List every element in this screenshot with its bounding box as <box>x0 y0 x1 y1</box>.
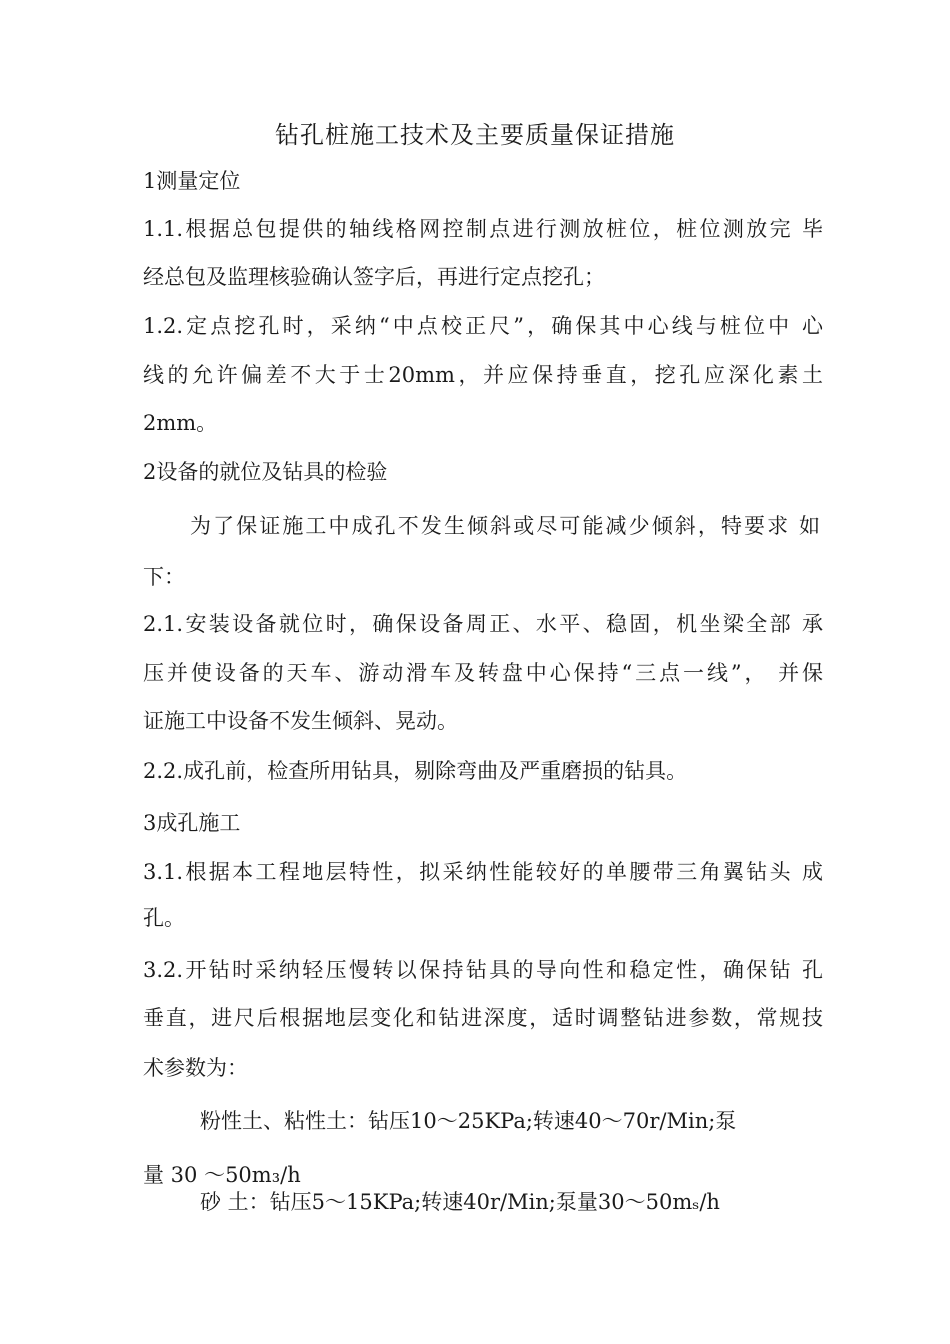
parameter-line-sand: 砂 土：钻压5〜15KPa;转速40r/Min;泵量30〜50mₛ/h <box>200 1190 720 1214</box>
paragraph-line: 3.1.根据本工程地层特性，拟采纳性能较好的单腰带三角翼钻头 成 <box>143 860 823 884</box>
paragraph-line: 证施工中设备不发生倾斜、晃动。 <box>143 709 458 733</box>
paragraph-line: 线的允许偏差不大于士20mm，并应保持垂直，挖孔应深化素土 <box>143 363 823 387</box>
paragraph-line: 垂直，进尺后根据地层变化和钻进深度，适时调整钻进参数，常规技 <box>143 1006 823 1030</box>
paragraph-line: 经总包及监理核验确认签字后，再进行定点挖孔； <box>143 265 605 289</box>
document-title: 钻孔桩施工技术及主要质量保证措施 <box>275 121 675 149</box>
parameter-line-continuation: 量 30 〜50m₃/h <box>143 1163 301 1187</box>
section-heading-1: 1测量定位 <box>143 169 241 193</box>
paragraph-line: 术参数为： <box>143 1056 248 1080</box>
paragraph-line: 为了保证施工中成孔不发生倾斜或尽可能减少倾斜，特要求 如 <box>190 514 820 538</box>
paragraph-line: 2.1.安装设备就位时，确保设备周正、水平、稳固，机坐梁全部 承 <box>143 612 823 636</box>
paragraph-line: 2mm。 <box>143 411 218 435</box>
paragraph-line: 孔。 <box>143 906 185 930</box>
section-heading-3: 3成孔施工 <box>143 811 241 835</box>
paragraph-line: 1.1.根据总包提供的轴线格网控制点进行测放桩位，桩位测放完 毕 <box>143 217 823 241</box>
section-heading-2: 2设备的就位及钻具的检验 <box>143 460 388 484</box>
paragraph-line: 2.2.成孔前，检查所用钻具，剔除弯曲及严重磨损的钻具。 <box>143 759 688 783</box>
paragraph-line: 下： <box>143 565 185 589</box>
paragraph-line: 压并使设备的天车、游动滑车及转盘中心保持“三点一线”， 并保 <box>143 661 823 685</box>
paragraph-line: 1.2.定点挖孔时，采纳“中点校正尺”，确保其中心线与桩位中 心 <box>143 314 823 338</box>
paragraph-line: 3.2.开钻时采纳轻压慢转以保持钻具的导向性和稳定性，确保钻 孔 <box>143 958 823 982</box>
parameter-line-cohesive-soil: 粉性土、粘性土：钻压10〜25KPa;转速40〜70r/Min;泵 <box>200 1109 737 1133</box>
